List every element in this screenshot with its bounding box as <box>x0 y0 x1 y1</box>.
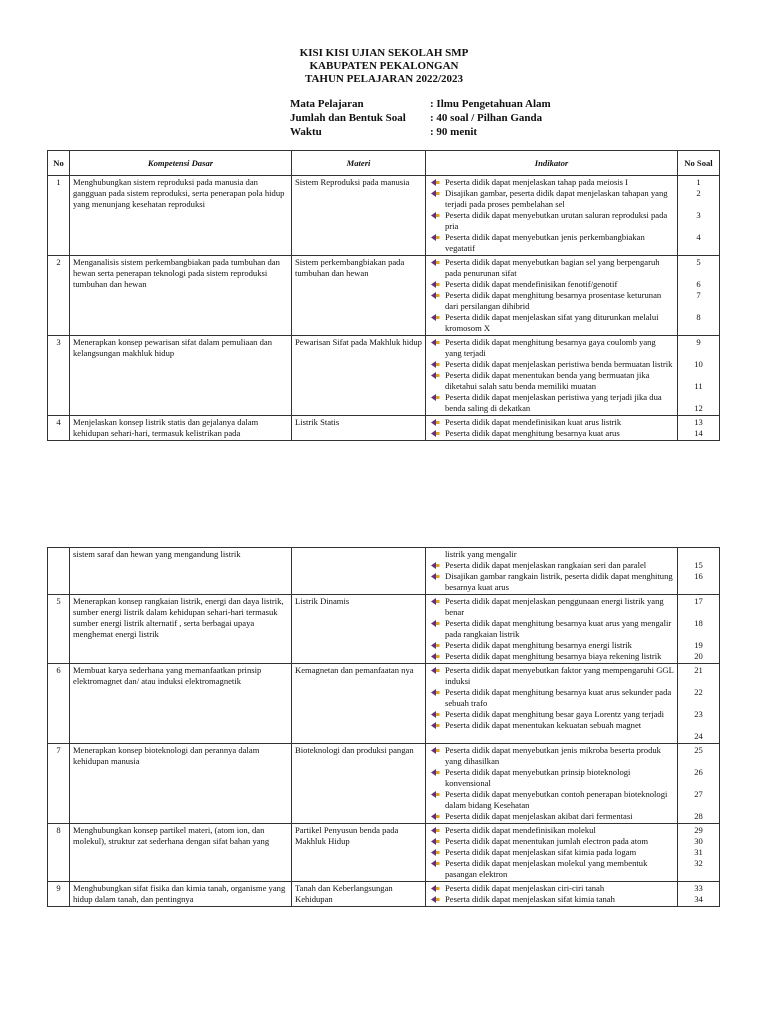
meta-value-time: : 90 menit <box>430 126 478 138</box>
row-number: 3 <box>48 336 70 416</box>
row-number: 4 <box>48 416 70 441</box>
kompetensi-dasar-cell: Menghubungkan konsep partikel materi, (atom ion, dan molekul), struktur zat sederhana dengan sifat bahan yang <box>70 824 292 882</box>
soal-number: 27 <box>694 789 703 799</box>
soal-number <box>681 698 716 709</box>
indikator-item <box>429 596 674 618</box>
soal-number <box>681 778 716 789</box>
indikator-list <box>429 745 674 822</box>
materi-cell: Listrik Dinamis <box>292 595 426 664</box>
bullet-arrow-icon <box>430 721 440 730</box>
indikator-item <box>429 312 674 334</box>
bullet-arrow-icon <box>430 619 440 628</box>
bullet-arrow-icon <box>430 652 440 661</box>
no-soal-cell <box>678 416 720 441</box>
indikator-text: Peserta didik dapat menjelaskan rangkaian seri dan paralel <box>445 560 647 570</box>
indikator-item <box>429 894 674 905</box>
indikator-cell <box>426 176 678 256</box>
header-indikator: Indikator <box>426 151 678 176</box>
indikator-cell <box>426 595 678 664</box>
bullet-arrow-icon <box>430 859 440 868</box>
soal-number: 30 <box>694 836 703 846</box>
kompetensi-dasar-cell: Menerapkan konsep pewarisan sifat dalam pemuliaan dan kelangsungan makhluk hidup <box>70 336 292 416</box>
soal-number <box>681 800 716 811</box>
indikator-item <box>429 257 674 279</box>
table-row <box>48 595 720 664</box>
indikator-text: Peserta didik dapat menjelaskan peristiwa yang terjadi jika dua benda saling di dekatkan <box>445 392 662 413</box>
indikator-text: Peserta didik dapat menyebutkan jenis mikroba beserta produk yang dihasilkan <box>445 745 661 766</box>
indikator-text: Peserta didik dapat menjelaskan akibat dari fermentasi <box>445 811 633 821</box>
indikator-continuation: listrik yang mengalir <box>445 549 517 559</box>
row-number: 5 <box>48 595 70 664</box>
indikator-text: Peserta didik dapat menjelaskan sifat kimia tanah <box>445 894 615 904</box>
soal-number: 4 <box>696 232 701 242</box>
indikator-cell <box>426 336 678 416</box>
header-kompetensi-dasar: Kompetensi Dasar <box>70 151 292 176</box>
bullet-arrow-icon <box>430 641 440 650</box>
indikator-item <box>429 883 674 894</box>
indikator-text: Peserta didik dapat menyebutkan bagian sel yang berpengaruh pada penurunan sifat <box>445 257 660 278</box>
kompetensi-dasar-cell: Menerapkan konsep rangkaian listrik, energi dan daya listrik, sumber energi listrik dalam kehidupan sehari-hari termasuk sumber energi listrik alternatif , serta berbagai upaya menghemat energi listrik <box>70 595 292 664</box>
kisi-table-page-2 <box>47 547 720 907</box>
no-soal-cell <box>678 824 720 882</box>
bullet-arrow-icon <box>430 848 440 857</box>
indikator-item <box>429 709 674 720</box>
soal-number: 24 <box>694 731 703 741</box>
no-soal-cell <box>678 882 720 907</box>
soal-number <box>681 221 716 232</box>
bullet-arrow-icon <box>430 826 440 835</box>
bullet-arrow-icon <box>430 895 440 904</box>
indikator-item <box>429 720 674 731</box>
bullet-arrow-icon <box>430 746 440 755</box>
table-header-row <box>48 151 720 176</box>
indikator-item <box>429 811 674 822</box>
indikator-text: Peserta didik dapat menyebutkan prinsip bioteknologi konvensional <box>445 767 631 788</box>
soal-number <box>681 370 716 381</box>
indikator-text: Peserta didik dapat menyebutkan contoh penerapan bioteknologi dalam bidang Kesehatan <box>445 789 668 810</box>
materi-cell: Sistem perkembangbiakan pada tumbuhan dan hewan <box>292 256 426 336</box>
meta-label-subject: Mata Pelajaran <box>290 98 364 110</box>
indikator-text: Peserta didik dapat menentukan jumlah electron pada atom <box>445 836 649 846</box>
indikator-text: Peserta didik dapat menjelaskan penggunaan energi listrik yang benar <box>445 596 664 617</box>
indikator-text: Disajikan gambar rangkain listrik, peserta didik dapat menghitung besarnya kuat arus <box>445 571 673 592</box>
table-row <box>48 548 720 595</box>
indikator-text: Peserta didik dapat mendefinisikan fenotif/genotif <box>445 279 618 289</box>
indikator-item <box>429 640 674 651</box>
soal-number: 15 <box>694 560 703 570</box>
soal-number <box>681 199 716 210</box>
doc-title-line-2: KABUPATEN PEKALONGAN <box>309 60 459 72</box>
bullet-arrow-icon <box>430 688 440 697</box>
soal-number: 16 <box>694 571 703 581</box>
indikator-text: Peserta didik dapat menentukan kekuatan sebuah magnet <box>445 720 642 730</box>
bullet-arrow-icon <box>430 233 440 242</box>
soal-number <box>681 676 716 687</box>
meta-value-subject: : Ilmu Pengetahuan Alam <box>430 98 551 110</box>
soal-number <box>681 607 716 618</box>
kompetensi-dasar-cell: Menganalisis sistem perkembangbiakan pada tumbuhan dan hewan serta penerapan teknologi pada sistem reproduksi tumbuhan dan hewan <box>70 256 292 336</box>
indikator-text: Peserta didik dapat mendefinisikan kuat arus listrik <box>445 417 622 427</box>
indikator-text: Peserta didik dapat menghitung besarnya kuat arus <box>445 428 620 438</box>
soal-number <box>681 629 716 640</box>
indikator-item <box>429 836 674 847</box>
bullet-arrow-icon <box>430 211 440 220</box>
soal-number: 7 <box>696 290 701 300</box>
indikator-list <box>429 883 674 905</box>
row-number: 2 <box>48 256 70 336</box>
table-row <box>48 336 720 416</box>
materi-cell: Sistem Reproduksi pada manusia <box>292 176 426 256</box>
indikator-cell <box>426 824 678 882</box>
indikator-item <box>429 825 674 836</box>
no-soal-cell <box>678 548 720 595</box>
indikator-item <box>429 687 674 709</box>
document-page-2 <box>0 520 768 1024</box>
kompetensi-dasar-cell: Menghubungkan sifat fisika dan kimia tanah, organisme yang hidup dalam tanah, dan pentingnya <box>70 882 292 907</box>
kompetensi-dasar-cell: Menerapkan konsep bioteknologi dan perannya dalam kehidupan manusia <box>70 744 292 824</box>
indikator-list <box>429 337 674 414</box>
indikator-cell <box>426 416 678 441</box>
soal-number: 21 <box>694 665 703 675</box>
materi-cell: Partikel Penyusun benda pada Makhluk Hidup <box>292 824 426 882</box>
indikator-item <box>429 571 674 593</box>
bullet-arrow-icon <box>430 258 440 267</box>
row-number: 8 <box>48 824 70 882</box>
meta-label-time: Waktu <box>290 126 322 138</box>
doc-title-line-1: KISI KISI UJIAN SEKOLAH SMP <box>299 47 469 59</box>
indikator-text: Peserta didik dapat menghitung besarnya gaya coulomb yang yang terjadi <box>445 337 656 358</box>
soal-number: 18 <box>694 618 703 628</box>
indikator-item <box>429 392 674 414</box>
bullet-arrow-icon <box>430 597 440 606</box>
indikator-item <box>429 279 674 290</box>
soal-number: 29 <box>694 825 703 835</box>
soal-number: 8 <box>696 312 701 322</box>
header-no-soal: No Soal <box>678 151 720 176</box>
soal-number: 5 <box>696 257 701 267</box>
indikator-list <box>429 257 674 334</box>
bullet-arrow-icon <box>430 280 440 289</box>
indikator-list <box>429 417 674 439</box>
indikator-text: Peserta didik dapat menjelaskan sifat kimia pada logam <box>445 847 637 857</box>
kompetensi-dasar-cell: Menghubungkan sistem reproduksi pada manusia dan gangguan pada sistem reproduksi, serta penerapan pola hidup yang menunjang kesehatan reproduksi <box>70 176 292 256</box>
kisi-table-page-1 <box>47 150 720 441</box>
indikator-item <box>429 745 674 767</box>
indikator-text: Peserta didik dapat menyebutkan urutan saluran reproduksi pada pria <box>445 210 668 231</box>
bullet-arrow-icon <box>430 666 440 675</box>
indikator-text: Peserta didik dapat menghitung besarnya kuat arus yang mengalir pada rangkaian listrik <box>445 618 672 639</box>
indikator-list <box>429 825 674 880</box>
soal-number <box>681 720 716 731</box>
indikator-item <box>429 337 674 359</box>
bullet-arrow-icon <box>430 418 440 427</box>
indikator-list <box>429 177 674 254</box>
materi-cell: Kemagnetan dan pemanfaatan nya <box>292 664 426 744</box>
indikator-text: Peserta didik dapat menghitung besarnya prosentase keturunan dari persilangan dihibrid <box>445 290 662 311</box>
bullet-arrow-icon <box>430 884 440 893</box>
kompetensi-dasar-cell: Menjelaskan konsep listrik statis dan gejalanya dalam kehidupan sehari-hari, termasuk kelistrikan pada <box>70 416 292 441</box>
indikator-item <box>429 370 674 392</box>
soal-number <box>681 549 716 560</box>
meta-value-question-count: : 40 soal / Pilhan Ganda <box>430 112 543 124</box>
indikator-item <box>429 560 674 571</box>
soal-number: 32 <box>694 858 703 868</box>
indikator-text: Peserta didik dapat menyebutkan faktor yang mempengaruhi GGL induksi <box>445 665 674 686</box>
soal-number <box>681 268 716 279</box>
no-soal-cell <box>678 256 720 336</box>
table-row <box>48 744 720 824</box>
row-number: 6 <box>48 664 70 744</box>
soal-number <box>681 301 716 312</box>
soal-number: 1 <box>696 177 701 187</box>
no-soal-cell <box>678 176 720 256</box>
soal-number: 28 <box>694 811 703 821</box>
indikator-item <box>429 428 674 439</box>
indikator-item <box>429 210 674 232</box>
bullet-arrow-icon <box>430 768 440 777</box>
table-row <box>48 256 720 336</box>
header-no: No <box>48 151 70 176</box>
no-soal-cell <box>678 744 720 824</box>
bullet-arrow-icon <box>430 572 440 581</box>
bullet-arrow-icon <box>430 291 440 300</box>
bullet-arrow-icon <box>430 837 440 846</box>
indikator-item <box>429 858 674 880</box>
soal-number: 9 <box>696 337 701 347</box>
soal-number: 13 <box>694 417 703 427</box>
table-row <box>48 176 720 256</box>
indikator-item <box>429 177 674 188</box>
indikator-list <box>429 549 674 593</box>
bullet-arrow-icon <box>430 710 440 719</box>
indikator-item <box>429 618 674 640</box>
header-materi: Materi <box>292 151 426 176</box>
kompetensi-dasar-cell: Membuat karya sederhana yang memanfaatkan prinsip elektromagnet dan/ atau induksi elektromagnetik <box>70 664 292 744</box>
indikator-cell <box>426 256 678 336</box>
bullet-arrow-icon <box>430 371 440 380</box>
soal-number: 19 <box>694 640 703 650</box>
soal-number: 26 <box>694 767 703 777</box>
indikator-cell <box>426 744 678 824</box>
meta-label-question-count: Jumlah dan Bentuk Soal <box>290 112 406 124</box>
indikator-item <box>429 232 674 254</box>
soal-number: 17 <box>694 596 703 606</box>
indikator-text: Peserta didik dapat menghitung besarnya biaya rekening listrik <box>445 651 662 661</box>
soal-number: 12 <box>694 403 703 413</box>
no-soal-cell <box>678 595 720 664</box>
indikator-text: Disajikan gambar, peserta didik dapat menjelaskan tahapan yang terjadi pada proses pembelahan sel <box>445 188 668 209</box>
soal-number: 10 <box>694 359 703 369</box>
indikator-cell <box>426 664 678 744</box>
indikator-list <box>429 665 674 731</box>
soal-number: 31 <box>694 847 703 857</box>
indikator-item <box>429 767 674 789</box>
table-row <box>48 882 720 907</box>
soal-number: 33 <box>694 883 703 893</box>
soal-number <box>681 348 716 359</box>
soal-number: 20 <box>694 651 703 661</box>
bullet-arrow-icon <box>430 561 440 570</box>
soal-number: 14 <box>694 428 703 438</box>
materi-cell: Pewarisan Sifat pada Makhluk hidup <box>292 336 426 416</box>
bullet-arrow-icon <box>430 812 440 821</box>
table-row <box>48 824 720 882</box>
indikator-text: Peserta didik dapat menjelaskan sifat yang diturunkan melalui kromosom X <box>445 312 659 333</box>
indikator-text: Peserta didik dapat mendefinisikan molekul <box>445 825 596 835</box>
indikator-text: Peserta didik dapat menjelaskan ciri-ciri tanah <box>445 883 605 893</box>
no-soal-cell <box>678 664 720 744</box>
indikator-text: Peserta didik dapat menjelaskan molekul yang membentuk pasangan elektron <box>445 858 648 879</box>
table-row <box>48 664 720 744</box>
row-number: 1 <box>48 176 70 256</box>
soal-number <box>681 582 716 593</box>
materi-cell: Bioteknologi dan produksi pangan <box>292 744 426 824</box>
bullet-arrow-icon <box>430 313 440 322</box>
indikator-item <box>429 847 674 858</box>
soal-number <box>681 392 716 403</box>
soal-number <box>681 756 716 767</box>
table-row <box>48 416 720 441</box>
indikator-item <box>429 651 674 662</box>
kompetensi-dasar-cell: sistem saraf dan hewan yang mengandung listrik <box>70 548 292 595</box>
indikator-text: Peserta didik dapat menjelaskan tahap pada meiosis I <box>445 177 629 187</box>
indikator-text: Peserta didik dapat menjelaskan peristiwa benda bermuatan listrik <box>445 359 673 369</box>
indikator-text: Peserta didik dapat menyebutkan jenis perkembangbiakan vegatatif <box>445 232 645 253</box>
no-soal-cell <box>678 336 720 416</box>
indikator-item <box>429 290 674 312</box>
bullet-arrow-icon <box>430 790 440 799</box>
indikator-item <box>429 188 674 210</box>
bullet-arrow-icon <box>430 178 440 187</box>
indikator-item <box>429 417 674 428</box>
soal-number: 6 <box>696 279 701 289</box>
doc-title-line-3: TAHUN PELAJARAN 2022/2023 <box>304 73 464 85</box>
row-number: 9 <box>48 882 70 907</box>
soal-number: 25 <box>694 745 703 755</box>
indikator-text: Peserta didik dapat menghitung besar gaya Lorentz yang terjadi <box>445 709 665 719</box>
row-number: 7 <box>48 744 70 824</box>
indikator-cell <box>426 548 678 595</box>
indikator-cell <box>426 882 678 907</box>
bullet-arrow-icon <box>430 189 440 198</box>
indikator-list <box>429 596 674 662</box>
soal-number: 11 <box>694 381 703 391</box>
soal-number: 3 <box>696 210 701 220</box>
bullet-arrow-icon <box>430 360 440 369</box>
soal-number: 2 <box>696 188 701 198</box>
row-number <box>48 548 70 595</box>
bullet-arrow-icon <box>430 393 440 402</box>
soal-number: 22 <box>694 687 703 697</box>
materi-cell: Listrik Statis <box>292 416 426 441</box>
indikator-item <box>429 789 674 811</box>
soal-number: 23 <box>694 709 703 719</box>
materi-cell <box>292 548 426 595</box>
indikator-text: Peserta didik dapat menghitung besarnya kuat arus sekunder pada sebuah trafo <box>445 687 672 708</box>
bullet-arrow-icon <box>430 429 440 438</box>
indikator-text: Peserta didik dapat menentukan benda yang bermuatan jika diketahui salah satu benda memiliki muatan <box>445 370 650 391</box>
indikator-text: Peserta didik dapat menghitung besarnya energi listrik <box>445 640 632 650</box>
bullet-arrow-icon <box>430 338 440 347</box>
indikator-item <box>429 665 674 687</box>
materi-cell: Tanah dan Keberlangsungan Kehidupan <box>292 882 426 907</box>
indikator-item <box>429 359 674 370</box>
soal-number: 34 <box>694 894 703 904</box>
